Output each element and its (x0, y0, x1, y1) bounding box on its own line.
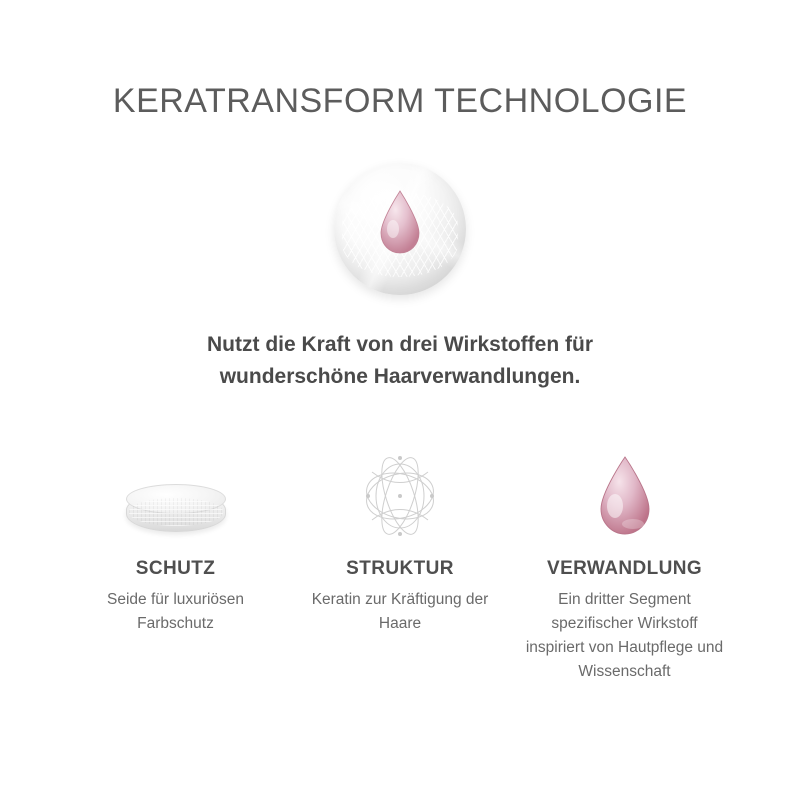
hero-subtitle (80, 329, 720, 392)
page-title: KERATRANSFORM TECHNOLOGIE (112, 82, 688, 120)
hero-subtitle-line-1: Nutzt die Kraft von drei Wirkstoffen für (207, 333, 593, 356)
benefit-description: Seide für luxuriösen Farbschutz (107, 591, 244, 633)
pink-drop-icon (593, 448, 657, 540)
benefit-column-struktur (293, 448, 508, 636)
benefit-columns (40, 448, 760, 684)
keratin-structure-icon (350, 448, 450, 540)
hero-subtitle-line-2: wunderschöne Haarverwandlungen. (219, 364, 581, 388)
silk-disc-icon (126, 448, 226, 540)
hero-visual (325, 163, 475, 295)
hero-drop-icon (376, 189, 424, 255)
benefit-title: SCHUTZ (135, 558, 216, 579)
benefit-title: VERWANDLUNG (547, 558, 702, 579)
benefit-title: STRUKTUR (346, 558, 454, 579)
benefit-column-verwandlung (517, 448, 732, 684)
benefit-description: Ein dritter Segment spezifischer Wirkstoff inspiriert von Hautpflege und Wissenschaft (525, 591, 724, 681)
benefit-column-schutz (68, 448, 283, 636)
benefit-description: Keratin zur Kräftigung der Haare (311, 591, 489, 633)
